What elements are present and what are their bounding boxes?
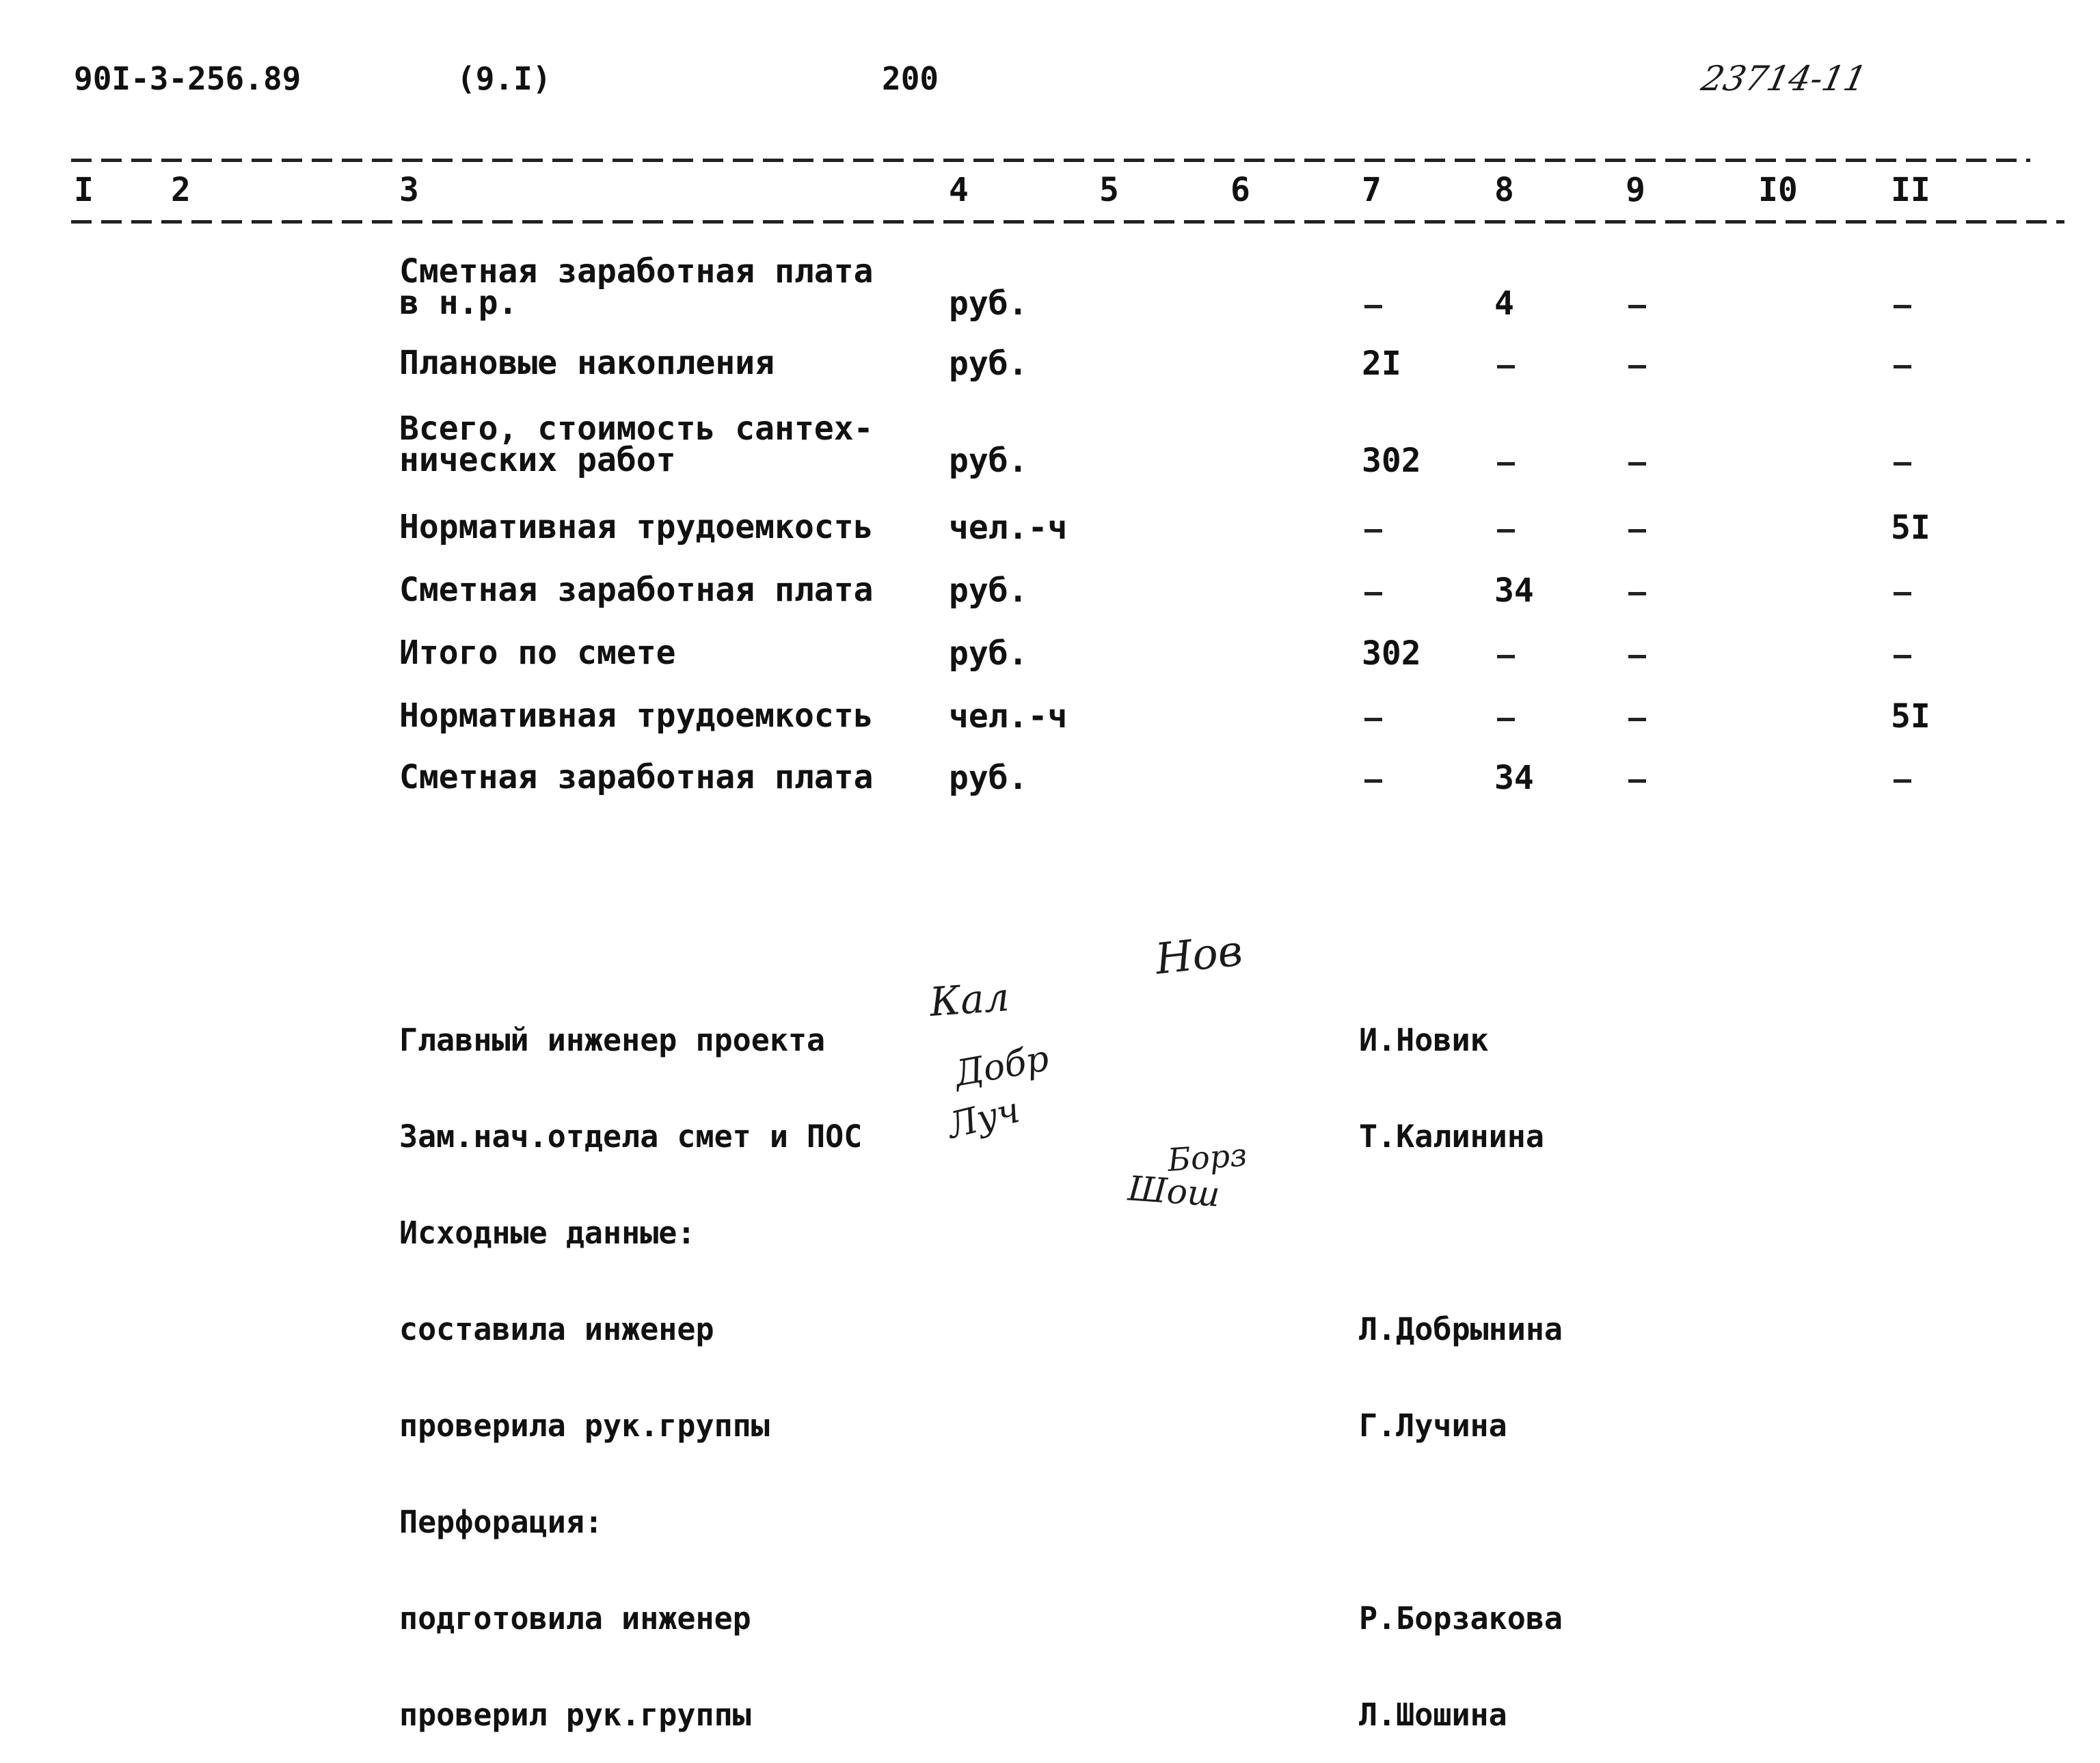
empty-dash <box>1628 462 1646 466</box>
column-number: 9 <box>1626 171 1645 209</box>
name-line: Л.Шошина <box>1359 1697 1507 1733</box>
empty-dash <box>1628 718 1646 721</box>
column-number: 3 <box>399 171 419 209</box>
role-line: Главный инженер проекта <box>399 1022 826 1058</box>
row-description: Сметная заработная плата <box>399 758 874 796</box>
empty-dash <box>1628 529 1646 533</box>
handwritten-signature: Добр <box>951 1038 1052 1095</box>
name-line <box>1359 1217 1563 1249</box>
row-value-c8: 34 <box>1494 759 1534 797</box>
header-rule-bottom <box>71 220 2064 224</box>
empty-dash <box>1894 592 1911 595</box>
row-value-c7: 302 <box>1362 634 1421 673</box>
row-description: Нормативная трудоемкость <box>399 697 874 735</box>
name-line: И.Новик <box>1359 1022 1489 1058</box>
empty-dash <box>1628 365 1646 368</box>
empty-dash <box>1364 779 1382 783</box>
name-line <box>1359 1506 1563 1538</box>
empty-dash <box>1497 365 1515 368</box>
column-number: II <box>1891 171 1930 209</box>
column-number: I0 <box>1758 171 1798 209</box>
empty-dash <box>1364 305 1382 308</box>
archive-number: 23714-11 <box>1697 59 1870 98</box>
role-line: подготовила инженер <box>399 1600 751 1637</box>
column-number: 8 <box>1494 171 1514 209</box>
role-line: проверил рук.группы <box>399 1697 751 1733</box>
empty-dash <box>1628 305 1646 308</box>
column-number: 2 <box>171 171 191 209</box>
row-value-c7: 2I <box>1362 345 1401 383</box>
empty-dash <box>1894 462 1911 466</box>
section-number: (9.I) <box>457 60 552 97</box>
empty-dash <box>1894 365 1911 368</box>
empty-dash <box>1894 305 1911 308</box>
role-line: проверила рук.группы <box>399 1408 770 1444</box>
row-unit: руб. <box>949 345 1028 383</box>
column-number: 7 <box>1362 171 1382 209</box>
row-value-c11: 5I <box>1891 509 1930 547</box>
handwritten-signature: Кал <box>928 973 1011 1025</box>
row-description: Сметная заработная плата <box>399 571 874 609</box>
role-line: Зам.нач.отдела смет и ПОС <box>399 1118 863 1155</box>
handwritten-signature: Луч <box>943 1090 1024 1147</box>
empty-dash <box>1497 655 1515 658</box>
row-description: Всего, стоимость сантех- нических работ <box>399 409 874 479</box>
name-line: Г.Лучина <box>1359 1408 1507 1444</box>
empty-dash <box>1894 655 1911 658</box>
row-description: Итого по смете <box>399 634 676 672</box>
handwritten-signature: Нов <box>1153 925 1245 984</box>
row-unit: руб. <box>949 284 1028 323</box>
row-unit: чел.-ч <box>949 697 1068 736</box>
row-unit: руб. <box>949 442 1028 480</box>
row-unit: руб. <box>949 571 1028 610</box>
row-value-c8: 4 <box>1494 284 1514 323</box>
row-unit: руб. <box>949 759 1028 797</box>
column-number: I <box>74 171 94 209</box>
document-code: 90I-3-256.89 <box>74 60 301 97</box>
empty-dash <box>1364 718 1382 721</box>
empty-dash <box>1364 592 1382 595</box>
empty-dash <box>1497 718 1515 721</box>
row-value-c8: 34 <box>1494 571 1534 610</box>
row-description: Сметная заработная плата в н.р. <box>399 252 874 322</box>
page-number: 200 <box>882 60 939 97</box>
handwritten-signature: Борз <box>1166 1136 1248 1179</box>
column-number: 4 <box>949 171 969 209</box>
role-line: составила инженер <box>399 1311 714 1347</box>
handwritten-signature: Шош <box>1127 1168 1222 1215</box>
row-unit: чел.-ч <box>949 509 1068 547</box>
empty-dash <box>1628 655 1646 658</box>
row-description: Нормативная трудоемкость <box>399 508 874 546</box>
row-value-c11: 5I <box>1891 697 1930 736</box>
row-description: Плановые накопления <box>399 344 775 382</box>
role-line: Перфорация: <box>399 1504 604 1540</box>
row-unit: руб. <box>949 634 1028 673</box>
column-number: 6 <box>1230 171 1250 209</box>
name-line: Л.Добрынина <box>1359 1311 1563 1347</box>
signature-roles <box>399 960 862 1763</box>
name-line: Т.Калинина <box>1359 1118 1544 1155</box>
empty-dash <box>1497 462 1515 466</box>
empty-dash <box>1894 779 1911 783</box>
empty-dash <box>1628 779 1646 783</box>
role-line: Исходные данные: <box>399 1215 696 1251</box>
empty-dash <box>1497 529 1515 533</box>
header-rule-top <box>71 159 2030 162</box>
column-number: 5 <box>1099 171 1119 209</box>
name-line: Р.Борзакова <box>1359 1600 1563 1637</box>
empty-dash <box>1364 529 1382 533</box>
signature-names <box>1359 960 1563 1763</box>
empty-dash <box>1628 592 1646 595</box>
row-value-c7: 302 <box>1362 442 1421 480</box>
